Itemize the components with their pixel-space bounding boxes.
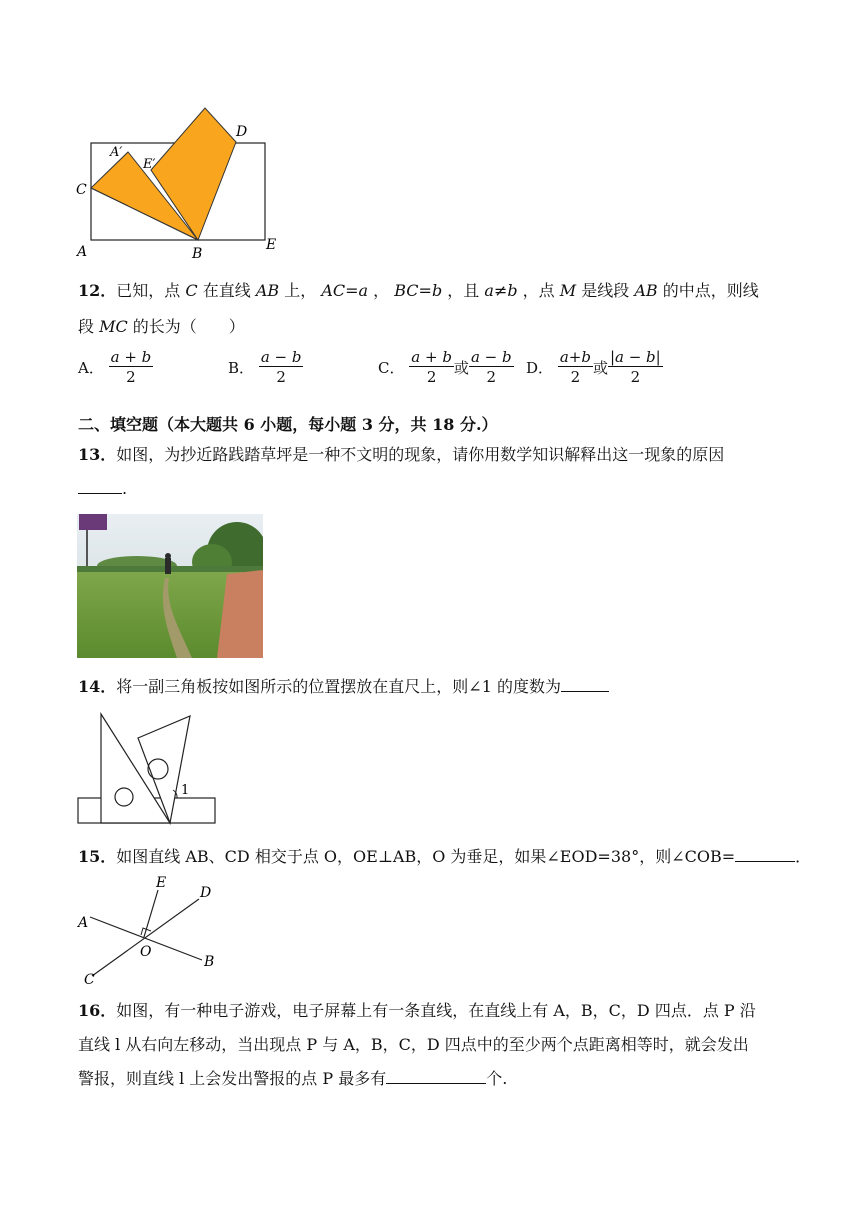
fraction — [558, 348, 593, 387]
q12-text: 上， — [279, 281, 322, 300]
triangles-figure — [76, 708, 218, 826]
label-A: A — [78, 915, 89, 931]
denominator: 2 — [630, 368, 641, 386]
option-label: A． — [78, 359, 104, 377]
denominator: 2 — [570, 368, 581, 386]
billboard — [79, 514, 107, 530]
q12-text: M — [559, 281, 577, 300]
or-text: 或 — [453, 359, 469, 377]
q16-text: 直线 l 从右向左移动，当出现点 P 与 A，B，C，D 四点中的至少两个点距离相等时，就会发出 — [78, 1035, 749, 1054]
q13-number: 13． — [78, 445, 117, 464]
numerator: a + b — [411, 348, 452, 366]
lines-figure — [74, 872, 224, 988]
section-heading: 二、填空题（本大题共 6 小题，每小题 3 分，共 18 分.） — [78, 415, 498, 434]
denominator: 2 — [276, 368, 286, 386]
q12-text: 段 — [78, 317, 100, 336]
numerator: a + b — [110, 348, 152, 366]
period: . — [122, 479, 128, 498]
option-label: D． — [526, 359, 554, 377]
q12-text: ，且 — [442, 281, 485, 300]
q12-text: ， — [368, 281, 395, 300]
label-D: D — [200, 885, 212, 901]
label-C: C — [76, 182, 87, 198]
q12-text: 的中点，则线 — [657, 281, 759, 300]
fold-figure — [70, 100, 290, 265]
q15-text: 如图直线 AB、CD 相交于点 O，OE⊥AB，O 为垂足，如果∠EOD=38°，则∠COB= — [116, 847, 736, 866]
q14-number: 14． — [78, 677, 117, 696]
answer-blank[interactable] — [78, 479, 122, 494]
answer-blank[interactable] — [561, 677, 609, 692]
q16-line1 — [78, 1000, 756, 1022]
q12-text: MC — [99, 317, 128, 336]
q12-text: = — [345, 281, 359, 300]
label-A-prime: A′ — [110, 145, 123, 160]
fraction — [608, 348, 663, 387]
numerator: a − b — [260, 348, 302, 366]
numerator: |a − b| — [609, 348, 661, 366]
fraction — [409, 348, 454, 387]
q12-option-c[interactable] — [378, 348, 514, 387]
label-C: C — [84, 972, 95, 988]
q12-text: a — [484, 281, 494, 300]
label-E-prime: E′ — [143, 157, 156, 172]
q12-line1 — [78, 280, 759, 302]
option-label: C． — [378, 359, 405, 377]
numerator: a+b — [559, 348, 591, 366]
q12-line2 — [78, 316, 245, 338]
q12-option-d[interactable] — [526, 348, 663, 387]
label-O: O — [140, 944, 152, 960]
denominator: 2 — [426, 368, 437, 386]
q12-text: 在直线 — [197, 281, 256, 300]
period: ． — [795, 847, 812, 866]
or-text: 或 — [592, 359, 608, 377]
label-E: E — [156, 875, 167, 891]
label-B: B — [192, 246, 203, 262]
q12-text: ≠ — [493, 281, 508, 300]
lawn-photo — [77, 514, 263, 658]
q15-number: 15． — [78, 847, 117, 866]
q14-text: 将一副三角板按如图所示的位置摆放在直尺上，则∠1 的度数为 — [116, 677, 561, 696]
q12-number: 12． — [78, 281, 117, 300]
q12-text: AC — [321, 281, 346, 300]
fraction — [109, 348, 154, 387]
q15-line — [78, 846, 811, 868]
q13-line2 — [78, 478, 127, 500]
answer-blank[interactable] — [735, 847, 795, 862]
denominator: 2 — [126, 368, 136, 386]
fraction — [259, 348, 304, 387]
q16-text: 警报，则直线 l 上会发出警报的点 P 最多有 — [78, 1069, 387, 1088]
q13-text: 如图，为抄近路践踏草坪是一种不文明的现象，请你用数学知识解释出这一现象的原因 — [116, 445, 725, 464]
label-A: A — [77, 244, 88, 260]
q12-text: AB — [255, 281, 280, 300]
q12-text: ，点 — [517, 281, 560, 300]
q12-text: b — [431, 281, 443, 300]
q12-text: BC — [394, 281, 419, 300]
label-E: E — [266, 237, 277, 253]
q16-text: 如图，有一种电子游戏，电子屏幕上有一条直线，在直线上有 A，B，C，D 四点．点 P 沿 — [116, 1001, 756, 1020]
angle-label-1: 1 — [181, 783, 190, 798]
label-B: B — [204, 954, 215, 970]
person — [165, 558, 171, 574]
q12-text: 的长为（ ） — [127, 317, 245, 336]
line-CD — [92, 899, 199, 976]
q16-line3 — [78, 1068, 507, 1090]
q13-line1 — [78, 444, 724, 466]
q12-text: AB — [634, 281, 658, 300]
q12-text: C — [185, 281, 198, 300]
q12-text: a — [358, 281, 369, 300]
q12-text: 是线段 — [576, 281, 635, 300]
q12-option-b[interactable] — [228, 348, 303, 387]
q12-text: = — [418, 281, 432, 300]
denominator: 2 — [486, 368, 497, 386]
fraction — [469, 348, 514, 387]
q16-text: 个. — [486, 1069, 508, 1088]
q12-option-a[interactable] — [78, 348, 153, 387]
numerator: a − b — [470, 348, 512, 366]
q12-text: b — [507, 281, 518, 300]
q12-text: 已知，点 — [116, 281, 186, 300]
label-D: D — [236, 124, 248, 140]
q14-line — [78, 676, 609, 698]
q16-line2 — [78, 1034, 749, 1056]
q16-number: 16． — [78, 1001, 117, 1020]
answer-blank[interactable] — [386, 1069, 486, 1084]
option-label: B． — [228, 359, 255, 377]
